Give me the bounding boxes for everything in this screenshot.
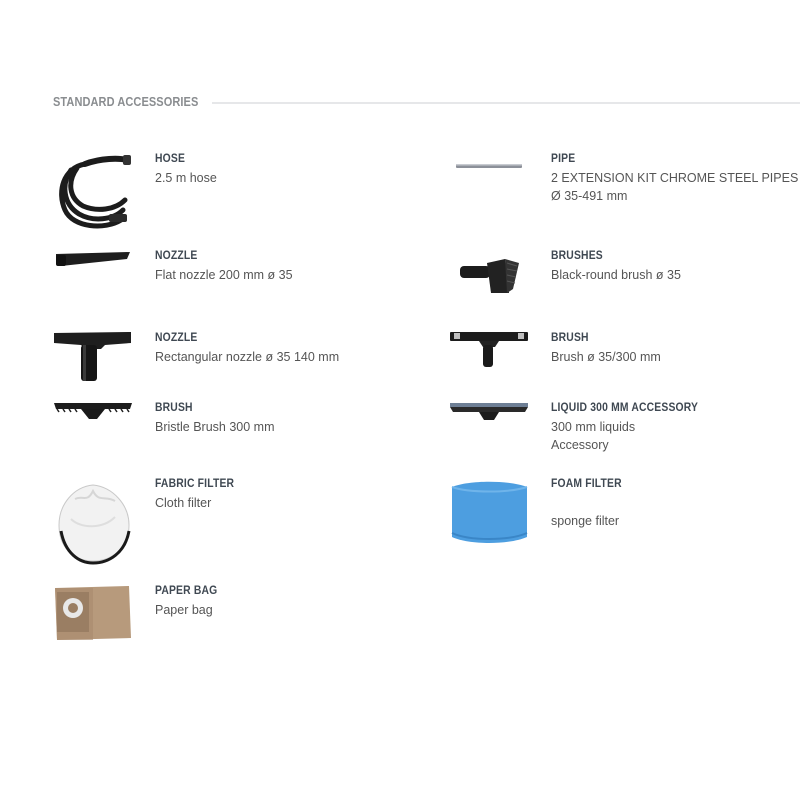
accessory-name: FOAM FILTER <box>551 478 622 490</box>
accessory-hose <box>53 152 413 232</box>
accessory-floor-brush <box>449 331 800 381</box>
accessory-name: BRUSHES <box>551 250 603 262</box>
accessory-name: FABRIC FILTER <box>155 478 235 490</box>
round-brush-icon <box>449 249 529 301</box>
pipe-icon <box>449 152 529 182</box>
accessory-description: Rectangular nozzle ø 35 140 mm <box>155 350 340 364</box>
section-title: STANDARD ACCESSORIES <box>53 95 199 109</box>
accessory-name: BRUSH <box>155 402 193 414</box>
accessory-name: BRUSH <box>551 332 589 344</box>
accessory-name: NOZZLE <box>155 250 198 262</box>
hose-icon <box>53 152 133 232</box>
accessory-description: Flat nozzle 200 mm ø 35 <box>155 268 293 282</box>
accessory-description: Bristle Brush 300 mm <box>155 420 275 434</box>
accessory-description: Brush ø 35/300 mm <box>551 350 661 364</box>
floor-brush-icon <box>449 331 529 371</box>
accessory-round-brush <box>449 249 800 309</box>
cloth-filter-icon <box>53 477 133 565</box>
section-header <box>53 94 800 112</box>
accessory-foam-filter <box>449 477 800 547</box>
flat-nozzle-icon <box>53 249 133 279</box>
accessory-description: sponge filter <box>551 514 620 528</box>
accessory-name: HOSE <box>155 153 186 165</box>
rectangular-nozzle-icon <box>53 331 133 383</box>
accessory-flat-nozzle <box>53 249 413 299</box>
accessory-description: 2 EXTENSION KIT CHROME STEEL PIPES Ø 35-491 mm <box>551 171 799 203</box>
section-divider <box>212 102 800 104</box>
accessory-paper-bag <box>53 584 413 644</box>
bristle-brush-icon <box>53 401 133 425</box>
accessory-liquid-squeegee <box>449 401 800 461</box>
squeegee-icon <box>449 401 529 425</box>
accessory-description: 300 mm liquids Accessory <box>551 420 636 452</box>
accessory-name: LIQUID 300 MM ACCESSORY <box>551 402 699 414</box>
accessory-bristle-brush <box>53 401 413 451</box>
accessory-rectangular-nozzle <box>53 331 413 386</box>
accessory-description: Black-round brush ø 35 <box>551 268 681 282</box>
accessory-description: Paper bag <box>155 603 213 617</box>
foam-filter-icon <box>449 477 529 545</box>
accessory-description: 2.5 m hose <box>155 171 217 185</box>
accessory-name: PIPE <box>551 153 576 165</box>
paper-bag-icon <box>53 584 133 642</box>
accessory-description: Cloth filter <box>155 496 212 510</box>
accessory-name: NOZZLE <box>155 332 198 344</box>
accessory-pipe <box>449 152 800 212</box>
accessory-fabric-filter <box>53 477 413 567</box>
accessory-name: PAPER BAG <box>155 585 218 597</box>
